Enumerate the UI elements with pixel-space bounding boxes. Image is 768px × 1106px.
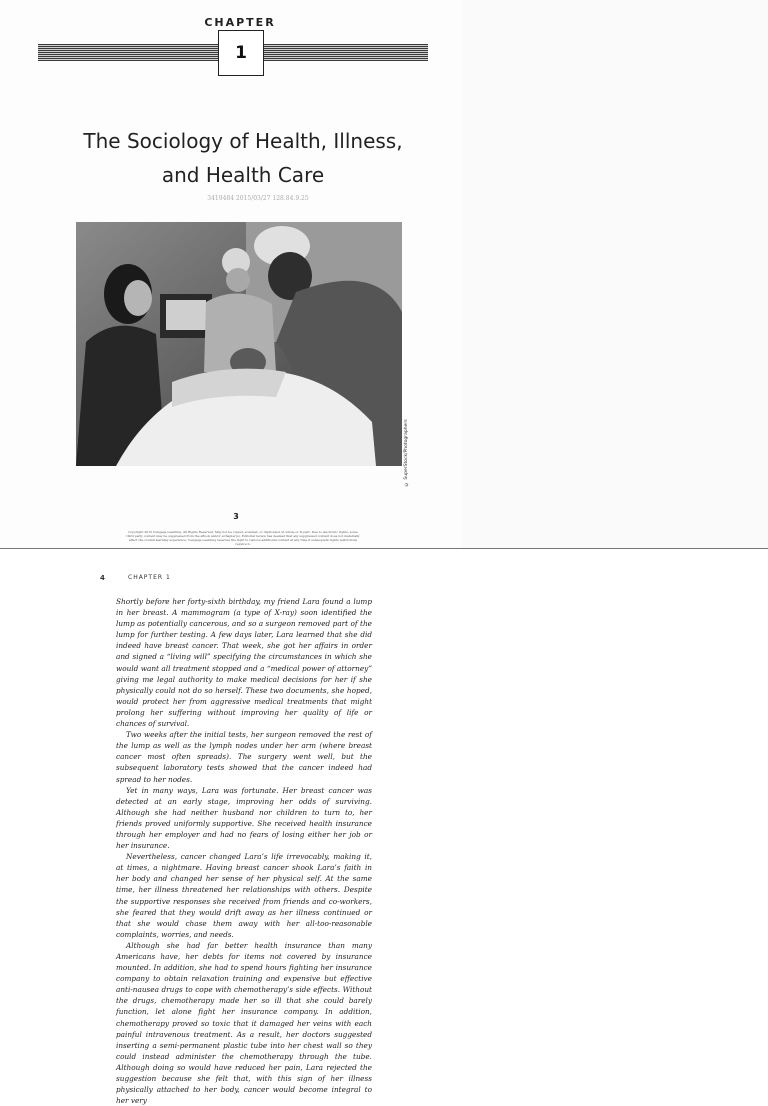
chapter-title <box>60 124 426 192</box>
chapter-number: 1 <box>218 30 264 76</box>
download-stamp: 3419484 2015/03/27 128.84.9.25 <box>207 195 309 202</box>
paragraph: Shortly before her forty-sixth birthday, my friend Lara found a lump in her breast. A mammogram (a type of X-ray) soon identified the lump as potentially cancerous, and so a surgeon removed part of the lump for further testing. A few days later, Lara learned that she did indeed have breast cancer. That week, she got her affairs in order and signed a “living will” specifying the circumstances in which she would want all treatment stopped and a “medical power of attorney” giving me legal authority to make medical decisions for her if she physically could not do so herself. These two documents, she hoped, would protect her from aggressive medical treatments that might prolong her suffering without improving her quality of life or chances of survival. <box>116 597 372 729</box>
hospital-photo-illustration <box>76 222 402 466</box>
paragraph: Two weeks after the initial tests, her surgeon removed the rest of the lump as well as the lymph nodes under her arm (where breast cancer most often spreads). The surgery went well, but the subsequent laboratory tests showed that the cancer indeed had spread to her nodes. <box>116 730 372 784</box>
copyright-notice: Copyright 2015 Cengage Learning. All Rights Reserved. May not be copied, scanned, or duplicated, in whole or in part. Due to electronic rights, some third party content may be suppressed from the eBook and/or eChapter(s). Editorial review has deemed that any suppressed content does not materially affect the overall learning experience. Cengage Learning reserves the right to remove additional content at any time if subsequent rights restrictions require it. <box>126 530 360 546</box>
photo-credit: © SuperStock/Photographers <box>404 419 409 486</box>
paragraph: Although she had far better health insurance than many Americans have, her debts for items not covered by insurance mounted. In addition, she had to spend hours fighting her insurance company to obtain relaxation training and expensive but effective anti-nausea drugs to cope with chemotherapy’s side effects. Without the drugs, chemotherapy made her so ill that she could barely function, let alone fight her insurance company. In addition, chemotherapy proved so toxic that it damaged her veins with each painful intravenous treatment. As a result, her doctors suggested inserting a semi-permanent plastic tube into her chest wall so they could instead administer the chemotherapy through the tube. Although doing so would have reduced her pain, Lara rejected the suggestion because she felt that, with this sign of her illness physically attached to her body, cancer would become integral to her very <box>116 940 372 1106</box>
page-divider <box>0 548 768 549</box>
chapter-rule-right <box>264 44 428 61</box>
hospital-photo <box>76 222 402 466</box>
page-number: 3 <box>233 512 239 521</box>
paragraph: Nevertheless, cancer changed Lara’s life irrevocably, making it, at times, a nightmare. Having breast cancer shook Lara’s faith in her body and changed her sense of her physical self. At the same time, her illness threatened her relationships with others. Despite the supportive responses she received from friends and co-workers, she feared that they would drift away as her illness continued or that she would chase them away with her all-too-reasonable complaints, worries, and needs. <box>116 852 372 939</box>
running-head-page-number: 4 <box>100 574 106 582</box>
running-head-title: CHAPTER 1 <box>128 574 171 581</box>
scan-margin <box>462 0 768 548</box>
chapter-title-line-1: The Sociology of Health, Illness, <box>83 129 403 153</box>
chapter-title-line-2: and Health Care <box>161 163 325 187</box>
chapter-label: CHAPTER <box>204 16 276 29</box>
chapter-rule-left <box>38 44 218 61</box>
body-text <box>116 596 372 1106</box>
paragraph: Yet in many ways, Lara was fortunate. Her breast cancer was detected at an early stage, improving her odds of surviving. Although she had neither husband nor children to turn to, her friends proved uniformly supportive. She received health insurance through her employer and had no fears of losing either her job or her insurance. <box>116 785 372 851</box>
